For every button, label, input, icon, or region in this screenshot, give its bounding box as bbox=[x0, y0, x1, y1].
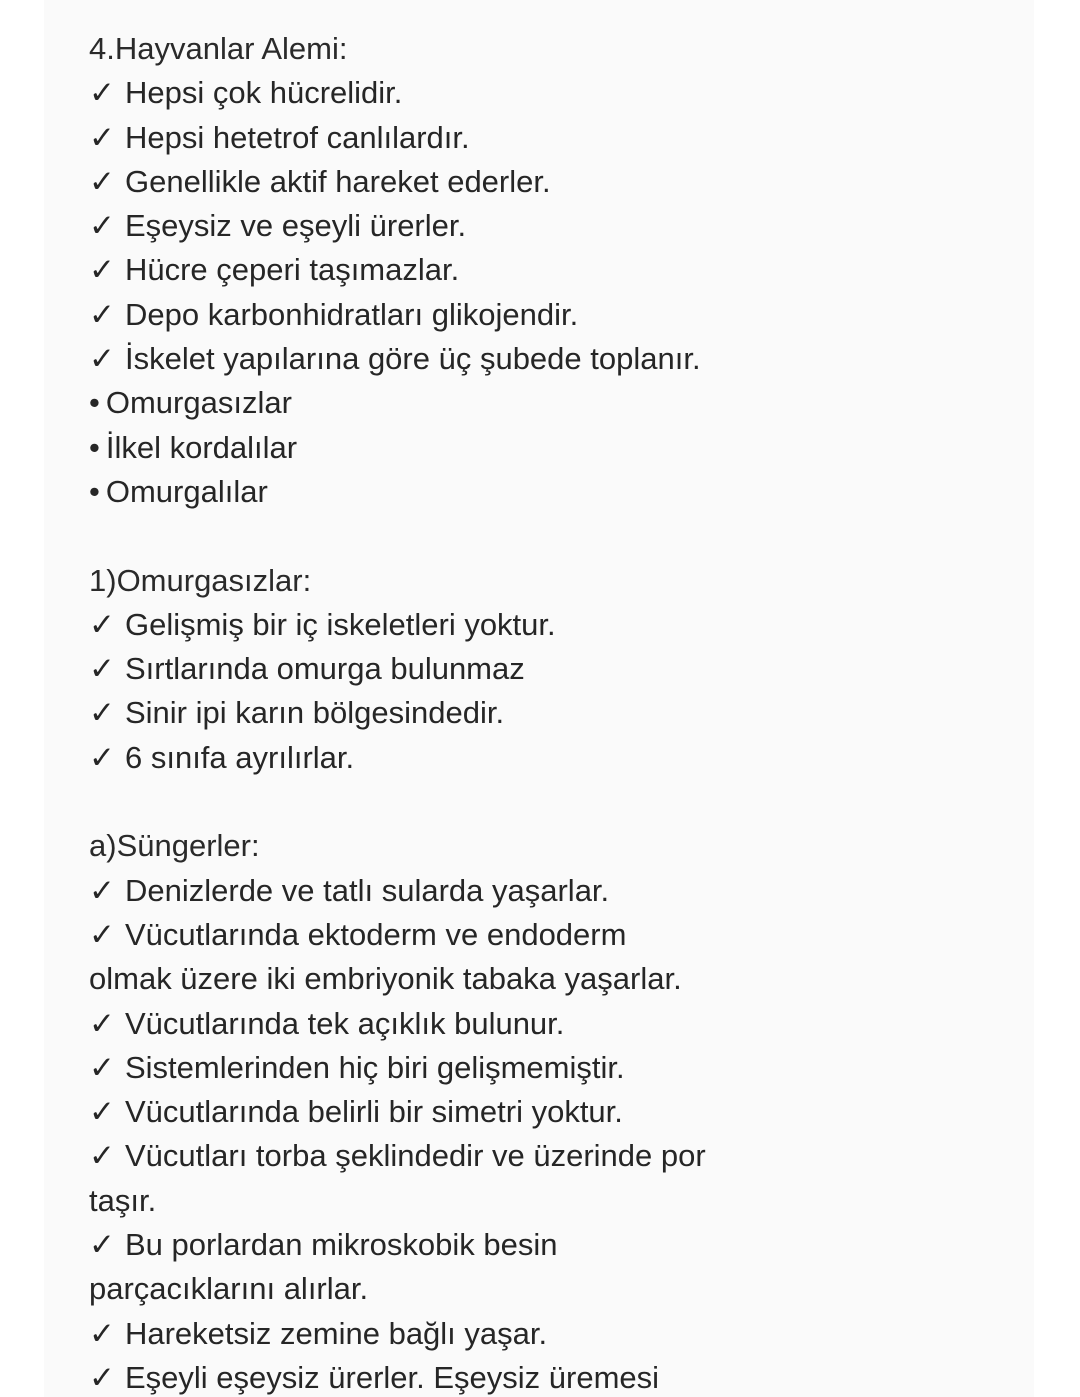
bullet-item: • Omurgasızlar bbox=[89, 385, 292, 421]
list-item: ✓ Hücre çeperi taşımazlar. bbox=[89, 252, 460, 288]
check-icon: ✓ bbox=[89, 1094, 115, 1130]
check-icon: ✓ bbox=[89, 916, 115, 952]
list-item: ✓ Eşeyli eşeysiz ürerler. Eşeysiz üremesi bbox=[89, 1359, 660, 1395]
check-icon: ✓ bbox=[89, 1049, 115, 1085]
list-item-continuation: olmak üzere iki embriyonik tabaka yaşarlar. bbox=[89, 961, 682, 997]
check-icon: ✓ bbox=[89, 208, 115, 244]
section-title-invertebrates: 1)Omurgasızlar: bbox=[89, 562, 312, 598]
list-item: ✓ Denizlerde ve tatlı sularda yaşarlar. bbox=[89, 872, 610, 908]
section-title-animals: 4.Hayvanlar Alemi: bbox=[89, 31, 348, 66]
bullet-icon: • bbox=[89, 473, 100, 509]
list-item: ✓ İskelet yapılarına göre üç şubede toplanır. bbox=[89, 341, 701, 377]
list-item: ✓ Vücutları torba şeklindedir ve üzerinde por bbox=[89, 1138, 706, 1174]
check-icon: ✓ bbox=[89, 606, 115, 642]
section-title-sponges: a)Süngerler: bbox=[89, 828, 260, 864]
list-item: ✓ Eşeysiz ve eşeyli ürerler. bbox=[89, 208, 467, 244]
list-item: ✓ Hepsi çok hücrelidir. bbox=[89, 75, 403, 111]
spacer bbox=[89, 514, 789, 558]
list-item: ✓ Gelişmiş bir iç iskeletleri yoktur. bbox=[89, 606, 556, 642]
list-item: ✓ 6 sınıfa ayrılırlar. bbox=[89, 739, 355, 775]
list-item: ✓ Bu porlardan mikroskobik besin bbox=[89, 1227, 558, 1263]
check-icon: ✓ bbox=[89, 739, 115, 775]
check-icon: ✓ bbox=[89, 1315, 115, 1351]
list-item: ✓ Vücutlarında tek açıklık bulunur. bbox=[89, 1005, 565, 1041]
list-item: ✓ Genellikle aktif hareket ederler. bbox=[89, 163, 551, 199]
list-item: ✓ Depo karbonhidratları glikojendir. bbox=[89, 296, 579, 332]
list-item: ✓ Vücutlarında belirli bir simetri yoktur. bbox=[89, 1094, 623, 1130]
list-item: ✓ Sistemlerinden hiç biri gelişmemiştir. bbox=[89, 1049, 625, 1085]
check-icon: ✓ bbox=[89, 252, 115, 288]
bullet-item: • Omurgalılar bbox=[89, 473, 268, 509]
check-icon: ✓ bbox=[89, 119, 115, 155]
list-item: ✓ Hareketsiz zemine bağlı yaşar. bbox=[89, 1315, 548, 1351]
check-icon: ✓ bbox=[89, 75, 115, 111]
list-item: ✓ Hepsi hetetrof canlılardır. bbox=[89, 119, 470, 155]
check-icon: ✓ bbox=[89, 1138, 115, 1174]
bullet-icon: • bbox=[89, 429, 100, 465]
check-icon: ✓ bbox=[89, 695, 115, 731]
spacer bbox=[89, 780, 789, 824]
check-icon: ✓ bbox=[89, 651, 115, 687]
check-icon: ✓ bbox=[89, 296, 115, 332]
list-item-continuation: taşır. bbox=[89, 1182, 157, 1218]
check-icon: ✓ bbox=[89, 1227, 115, 1263]
note-content bbox=[89, 27, 789, 1397]
list-item: ✓ Vücutlarında ektoderm ve endoderm bbox=[89, 916, 627, 952]
bullet-icon: • bbox=[89, 385, 100, 421]
list-item: ✓ Sinir ipi karın bölgesindedir. bbox=[89, 695, 505, 731]
check-icon: ✓ bbox=[89, 163, 115, 199]
list-item-continuation: parçacıklarını alırlar. bbox=[89, 1271, 369, 1307]
check-icon: ✓ bbox=[89, 1359, 115, 1395]
list-item: ✓ Sırtlarında omurga bulunmaz bbox=[89, 651, 525, 687]
check-icon: ✓ bbox=[89, 1005, 115, 1041]
check-icon: ✓ bbox=[89, 341, 115, 377]
check-icon: ✓ bbox=[89, 872, 115, 908]
bullet-item: • İlkel kordalılar bbox=[89, 429, 298, 465]
